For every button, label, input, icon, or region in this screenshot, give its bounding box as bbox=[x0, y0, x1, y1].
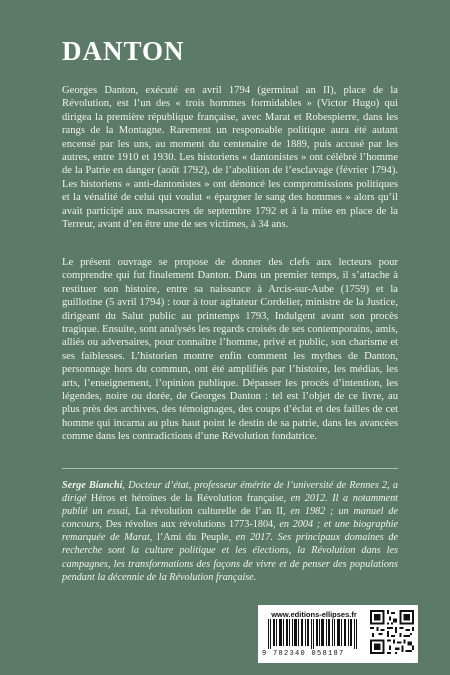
qr-code-icon bbox=[370, 610, 414, 654]
barcode-icon bbox=[268, 619, 358, 649]
summary-paragraph-2: Le présent ouvrage se propose de donner des clefs aux lecteurs pour comprendre qui fut finalement Danton. Dans un premier temps, il s’attache à restituer son histoire, entre sa naissance à Arcis-sur-Aube (1759) et la guillotine (5 avril 1794) : tour à tour agitateur Cordelier, ministre de la Justice, dirigeant du Salut public au printemps 1793, Indulgent avant son procès tragique. Ensuite, sont analysés les regards croisés de ses contemporains, amis, alliés ou adversaires, pour connaître l’homme, privé et public, son charisme et ses faiblesses. L’historien montre enfin comment les mythes de Danton, personnage hors du commun, ont été amplifiés par l’histoire, les médias, les arts, l’enseignement, l’opinion publique. Dépasser les procès d’intention, les légendes, noire ou dorée, de Georges Danton : tel est l’objet de ce livre, au plus près des archives, des témoignages, des coups d’éclat et des failles de cet homme qui incarna au plus haut point le destin de sa patrie, dans les avancées comme dans les contradictions d’une Révolution fondatrice. bbox=[62, 257, 398, 443]
bio-text-1: , Docteur d’état, professeur émérite de l’université de Rennes 2, a dirigé bbox=[62, 480, 399, 505]
bio-text-4: , en 2004 ; et une biographie remarquée de Marat, bbox=[62, 519, 398, 544]
book-title: DANTON bbox=[62, 36, 185, 66]
bio-text-5: , en 2017. Ses principaux domaines de recherche sont la culture politique et les élections, la Révolution dans les campagnes, les transformations des façons de vivre et de penser des populations pendant la décennie de la Révolution française. bbox=[62, 532, 399, 583]
author-name: Serge Bianchi bbox=[62, 480, 123, 491]
bio-text-3: , en 1982 ; un manuel de concours, bbox=[62, 506, 399, 531]
bio-book-2: La révolution culturelle de l’an II bbox=[135, 506, 283, 518]
summary-paragraph-1: Georges Danton, exécuté en avril 1794 (germinal an II), place de la Révolution, est l’un des « trois hommes formidables » (Victor Hugo) qui dirigea la première république française, avec Marat et Robespierre, dans les rangs de la Montagne. Rarement un responsable politique aura été autant encensé par les uns, au moment du centenaire de 1889, puis accusé par les autres, entre 1910 et 1930. Les historiens « dantonistes » ont célébré l’homme de la Patrie en danger (août 1792), de l’abolition de l’esclavage (février 1794). Les historiens « anti-dantonistes » ont dénoncé les compromissions politiques et la vénalité de celui qui voulut « épargner le sang des hommes » alors qu’il avait participé aux massacres de septembre 1792 et à la mise en place de la Terreur, avant d’en être une de ses victimes, à 34 ans. bbox=[62, 85, 398, 231]
divider bbox=[62, 468, 398, 469]
bio-book-4: l’Ami du Peuple bbox=[157, 532, 229, 544]
barcode-panel bbox=[258, 605, 418, 663]
publisher-website: www.editions-ellipses.fr bbox=[271, 610, 357, 619]
bio-book-3: Des révoltes aux révolutions 1773-1804 bbox=[105, 519, 274, 531]
bio-book-1: Héros et héroïnes de la Révolution française bbox=[90, 493, 284, 505]
bio-text-2: , en 2012. Il a notamment publié un essai, bbox=[62, 493, 398, 518]
author-bio bbox=[62, 479, 398, 584]
isbn-number: 9 782340 058187 bbox=[262, 650, 345, 658]
